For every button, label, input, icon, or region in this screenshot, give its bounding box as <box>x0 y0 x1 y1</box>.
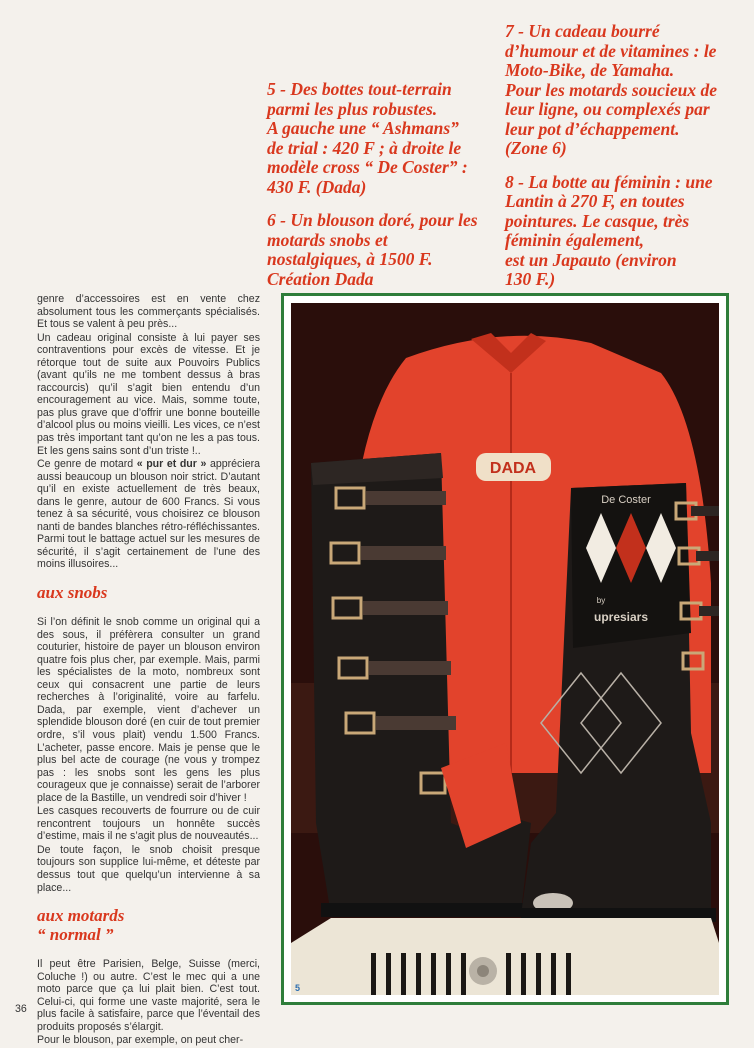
article-body <box>37 293 260 1048</box>
caption-line: d’humour et de vitamines : le <box>505 40 717 61</box>
caption-7 <box>505 22 745 159</box>
product-photo <box>291 303 719 995</box>
caption-6 <box>267 211 497 289</box>
photo-number: 5 <box>295 983 301 993</box>
photo-illustration <box>291 303 719 995</box>
caption-line: 6 - Un blouson doré, pour les <box>267 210 478 230</box>
caption-line: modèle cross “ De Coster” : <box>267 157 468 177</box>
caption-line: 430 F. (Dada) <box>267 176 367 197</box>
boot-brand-2: by <box>596 596 606 605</box>
boot-brand-3: upresiars <box>593 610 649 624</box>
article-paragraph: Si l’on définit le snob comme un original qui a des sous, il préfèrera consulter un grand couturier, histoire de payer un blouson environ quatre fois plus cher, par exemple. Mais, parmi les spécialistes de la moto, nombreux sont ceux qui consacrent une partie de leurs recherches à l’originalité, voire au farfelu. Dada, par exemple, vient d’achever un splendide blouson doré (en cuir de tout premier ordre, s’il vous plait) vendu 1.500 Francs. L’acheter, passe encore. Mais je pense que le plus bel acte de courage (ne vous y trompez pas : les snobs sont les gens les plus courageux que je connaisse) serait de l’arborer place de la Bastille, un vendredi soir d’hiver ! <box>37 616 260 804</box>
caption-line: 7 - Un cadeau bourré <box>505 21 660 41</box>
caption-line: A gauche une “ Ashmans” <box>267 118 459 138</box>
article-paragraph: Pour le blouson, par exemple, on peut cher- <box>37 1034 244 1047</box>
caption-line: nostalgiques, à 1500 F. <box>267 249 433 269</box>
article-paragraph: Il peut être Parisien, Belge, Suisse (merci, Coluche !) ou autre. C’est le mec qui a une moto parce que ça lui plait bien. C’est tout. Celui-ci, qui forme une vaste majorité, sera le plus facile à satisfaire, parce que l’éventail des produits proposés s’élargit. <box>37 958 260 1033</box>
caption-line: leur pot d’échappement. <box>505 118 680 139</box>
article-paragraph: Les casques recouverts de fourrure ou de cuir rencontrent toujours un honnête succès d’estime, mais il ne s’agit plus de nouveautés... <box>37 805 260 843</box>
caption-line: féminin également, <box>505 230 645 250</box>
photo-frame <box>281 293 729 1005</box>
caption-line: est un Japauto (environ <box>505 249 677 270</box>
subheading-line: “ normal ” <box>37 925 114 945</box>
caption-line: de trial : 420 F ; à droite le <box>267 137 462 158</box>
caption-line: Moto-Bike, de Yamaha. <box>505 60 675 80</box>
caption-line: Création Dada <box>267 268 374 289</box>
subheading-normal <box>37 906 260 944</box>
bold-phrase: « pur et dur » <box>136 458 207 471</box>
caption-line: Lantin à 270 F, en toutes <box>505 191 685 211</box>
caption-line: 130 F.) <box>505 269 556 289</box>
caption-5 <box>267 80 497 197</box>
caption-column-middle <box>267 80 497 303</box>
text-run: appréciera aussi beaucoup un blouson noir strict. D’autant qu’il en existe actuellement de très beaux, dans le genre, autour de 600 Francs. Si vous tenez à sa sécurité, vous choisirez ce blouson nanti de bandes blanches rétro-réfléchissantes. Parmi tout le battage actuel sur les mesures de sécurité, il s’agit certainement de l’une des moins illusoires... <box>37 458 261 571</box>
article-paragraph <box>37 458 260 571</box>
page-number: 36 <box>15 1003 27 1015</box>
jacket-label: DADA <box>489 460 537 477</box>
text-run: Ce genre de motard <box>37 458 137 471</box>
subheading-line: aux motards <box>37 906 125 926</box>
caption-line: parmi les plus robustes. <box>267 98 438 119</box>
caption-line: Pour les motards soucieux de <box>505 79 717 100</box>
boot-brand-1: De Coster <box>601 494 651 506</box>
article-paragraph: genre d’accessoires est en vente chez absolument tous les commerçants spécialisés. Et tous se valent à peu près... <box>37 293 260 331</box>
article-paragraph: Un cadeau original consiste à lui payer ses contraventions pour excès de vitesse. Et je rétorque tout de suite aux Pouvoirs Publics (avant qu’ils ne me tombent dessus à bras raccourcis) qu’il s’agit bien entendu d’un encouragement au vice. Mais, somme toute, pas plus grave que d’offrir une bonne bouteille d’alcool plus ou moins vieilli. Les vices, ce n’est pas très important tant qu’on ne les a pas tous. Et les gens sains sont d’un triste !.. <box>37 331 260 457</box>
caption-line: leur ligne, ou complexés par <box>505 99 710 119</box>
caption-8 <box>505 173 745 290</box>
caption-line: (Zone 6) <box>505 138 567 158</box>
caption-column-right <box>505 22 745 304</box>
caption-line: motards snobs et <box>267 229 388 250</box>
caption-line: 8 - La botte au féminin : une <box>505 171 713 192</box>
caption-line: pointures. Le casque, très <box>505 210 690 231</box>
caption-line: 5 - Des bottes tout-terrain <box>267 79 452 99</box>
subheading-snobs: aux snobs <box>37 583 108 603</box>
article-paragraph: De toute façon, le snob choisit presque toujours son supplice lui-même, et déteste par dessus tout que quelqu’un intervienne à sa place... <box>37 843 260 894</box>
